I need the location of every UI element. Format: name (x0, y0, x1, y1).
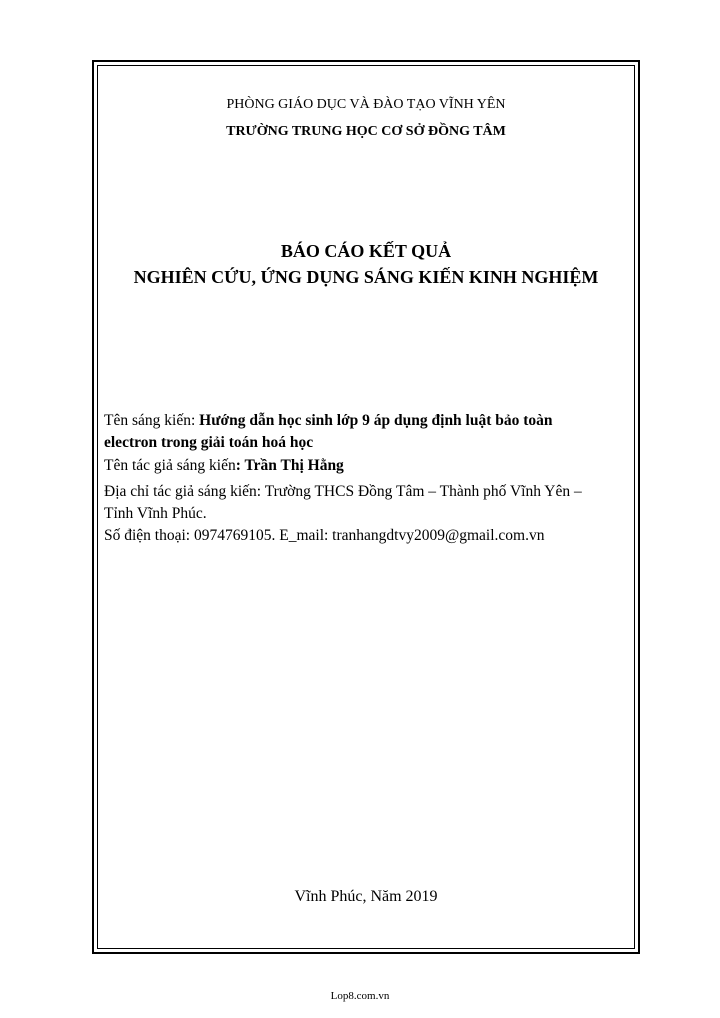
address-line1: Địa chỉ tác giả sáng kiến: Trường THCS Đồng Tâm – Thành phố Vĩnh Yên – (104, 483, 582, 500)
report-title-line2: NGHIÊN CỨU, ỨNG DỤNG SÁNG KIẾN KINH NGHIỆM (133, 267, 599, 287)
initiative-value-cont: electron trong giải toán hoá học (104, 434, 314, 451)
place-date: Vĩnh Phúc, Năm 2019 (294, 888, 438, 905)
author-value: : Trần Thị Hằng (235, 457, 344, 474)
initiative-label: Tên sáng kiến: (104, 412, 200, 429)
initiative-value: Hướng dẫn học sinh lớp 9 áp dụng định luật bảo toàn (199, 412, 553, 429)
author-label: Tên tác giả sáng kiến (104, 457, 236, 474)
author-line (104, 457, 344, 475)
phone-email-line: Số điện thoại: 0974769105. E_mail: tranhangdtvy2009@gmail.com.vn (104, 527, 545, 544)
initiative-name-line1 (104, 412, 553, 430)
address-line2: Tỉnh Vĩnh Phúc. (104, 505, 207, 522)
report-title-line1: BÁO CÁO KẾT QUẢ (280, 241, 452, 261)
footer-watermark: Lop8.com.vn (330, 990, 390, 1002)
initiative-name-line2 (104, 434, 313, 452)
school-name: TRƯỜNG TRUNG HỌC CƠ SỞ ĐỒNG TÂM (226, 124, 506, 139)
department-name: PHÒNG GIÁO DỤC VÀ ĐÀO TẠO VĨNH YÊN (226, 97, 506, 112)
